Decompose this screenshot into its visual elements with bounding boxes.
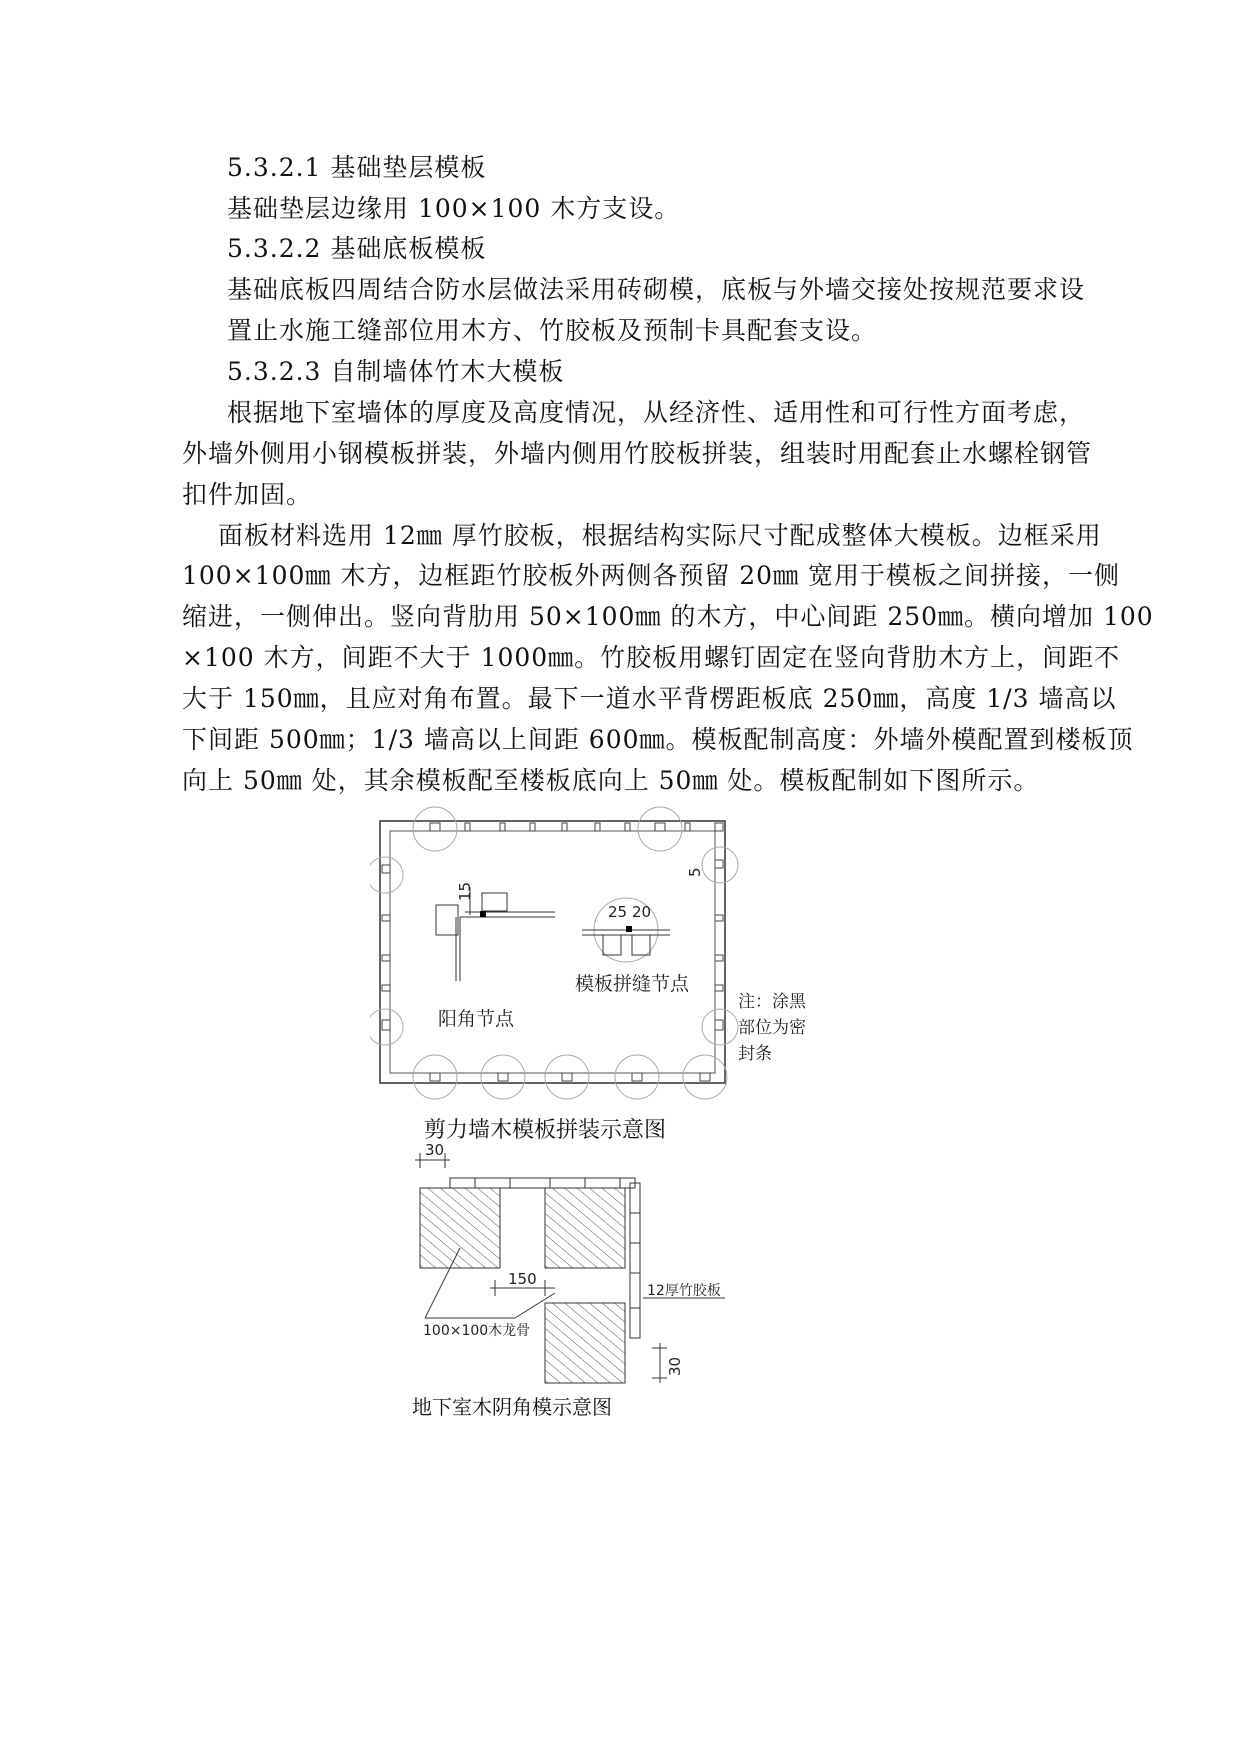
seal-strip-yang (480, 911, 486, 917)
paragraph-panel-line2: 100×100㎜ 木方，边框距竹胶板外两侧各预留 20㎜ 宽用于模板之间拼接，一侧 (182, 561, 1121, 590)
top-ribs (430, 823, 723, 831)
node-circles (370, 807, 738, 1099)
figure-shear-wall-formwork (370, 805, 850, 1105)
paragraph-panel-line7: 向上 50㎜ 处，其余模板配至楼板底向上 50㎜ 处。模板配制如下图所示。 (182, 766, 1040, 795)
note-line1: 注：涂黑 (738, 992, 806, 1012)
right-board (630, 1183, 640, 1338)
heading-5-3-2-1: 5.3.2.1 基础垫层模板 (227, 153, 487, 182)
heading-5-3-2-2: 5.3.2.2 基础底板模板 (227, 234, 487, 263)
paragraph-panel-line6: 下间距 500㎜；1/3 墙高以上间距 600㎜。模板配制高度：外墙外模配置到楼板顶 (182, 725, 1134, 754)
keel-top-right (545, 1188, 625, 1268)
keel-bottom-right (545, 1303, 625, 1383)
label-bamboo-board: 12厚竹胶板 (647, 1283, 721, 1299)
top-board-ticks (475, 1178, 620, 1188)
right-board-ticks (630, 1213, 640, 1308)
dim-15-label: 15 (456, 881, 474, 901)
dim-150-label: 150 (508, 1270, 537, 1288)
bottom-ribs (430, 1073, 710, 1081)
dim-30-right (652, 1343, 667, 1383)
dim-20-label: 20 (632, 903, 652, 921)
figure-inner-corner-formwork (405, 1138, 745, 1388)
paragraph-panel-line3: 缩进，一侧伸出。竖向背肋用 50×100㎜ 的木方，中心间距 250㎜。横向增加 100 (182, 602, 1154, 631)
dim-5-label: 5 (686, 867, 704, 877)
figure1-caption: 剪力墙木模板拼装示意图 (424, 1118, 667, 1143)
yang-corner-node (436, 887, 555, 981)
paragraph-panel-line4: ×100 木方，间距不大于 1000㎜。竹胶板用螺钉固定在竖向背肋木方上，间距不 (182, 643, 1121, 672)
paragraph-wall-line3: 扣件加固。 (182, 480, 313, 509)
frame-outer (380, 821, 725, 1083)
label-joint-node: 模板拼缝节点 (575, 973, 690, 995)
dim-30-right-label: 30 (666, 1356, 684, 1376)
note-line3: 封条 (738, 1044, 772, 1064)
seal-strip-joint (626, 926, 632, 932)
top-board (450, 1178, 635, 1188)
label-timber-keel: 100×100木龙骨 (423, 1323, 531, 1339)
side-ribs (382, 860, 723, 1030)
frame-inner (390, 831, 715, 1073)
dim-25-label: 25 (608, 903, 628, 921)
heading-5-3-2-3: 5.3.2.3 自制墙体竹木大模板 (227, 357, 565, 386)
label-yang-corner: 阳角节点 (438, 1008, 515, 1030)
paragraph-base-line1: 置止水施工缝部位用木方、竹胶板及预制卡具配套支设。 (227, 316, 878, 345)
paragraph-wall-line1: 根据地下室墙体的厚度及高度情况，从经济性、适用性和可行性方面考虑， (227, 398, 1086, 427)
paragraph-panel-line5: 大于 150㎜，且应对角布置。最下一道水平背楞距板底 250㎜，高度 1/3 墙高以 (182, 684, 1117, 713)
paragraph-wall-line2: 外墙外侧用小钢模板拼装，外墙内侧用竹胶板拼装，组装时用配套止水螺栓钢管 (182, 439, 1093, 468)
figure2-caption: 地下室木阴角模示意图 (412, 1395, 612, 1419)
paragraph-cushion: 基础垫层边缘用 100×100 木方支设。 (227, 194, 681, 223)
note-line2: 部位为密 (738, 1018, 806, 1038)
keel-left (420, 1188, 500, 1268)
dim-30-top-label: 30 (425, 1141, 445, 1159)
joint-node (582, 930, 670, 955)
paragraph-panel-line1: 面板材料选用 12㎜ 厚竹胶板，根据结构实际尺寸配成整体大模板。边框采用 (218, 521, 1102, 550)
paragraph-base-line0: 基础底板四周结合防水层做法采用砖砌模，底板与外墙交接处按规范要求设 (227, 275, 1086, 304)
